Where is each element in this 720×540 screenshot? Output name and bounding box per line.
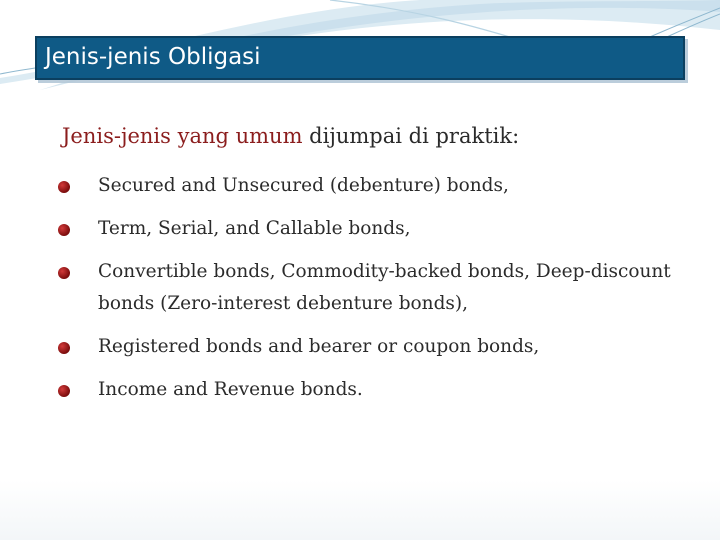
intro-line <box>62 124 519 148</box>
list-item-text: Secured and Unsecured (debenture) bonds, <box>98 175 509 196</box>
round-bullet-icon <box>58 224 70 236</box>
list-item <box>56 331 676 363</box>
list-item <box>56 170 676 202</box>
list-item-text: Convertible bonds, Commodity-backed bonds, Deep-discount bonds (Zero-interest debenture bonds), <box>98 261 671 314</box>
list-item <box>56 256 676 320</box>
round-bullet-icon <box>58 385 70 397</box>
intro-highlight: Jenis-jenis yang umum <box>62 124 303 148</box>
intro-rest: dijumpai di praktik: <box>302 124 520 148</box>
title-bar <box>35 36 685 80</box>
list-item-text: Term, Serial, and Callable bonds, <box>98 218 411 239</box>
bond-types-list <box>56 170 676 417</box>
list-item <box>56 213 676 245</box>
round-bullet-icon <box>58 267 70 279</box>
round-bullet-icon <box>58 342 70 354</box>
list-item-text: Registered bonds and bearer or coupon bonds, <box>98 336 540 357</box>
list-item <box>56 374 676 406</box>
slide-title: Jenis-jenis Obligasi <box>45 44 261 70</box>
bottom-fade <box>0 480 720 540</box>
list-item-text: Income and Revenue bonds. <box>98 379 363 400</box>
round-bullet-icon <box>58 181 70 193</box>
